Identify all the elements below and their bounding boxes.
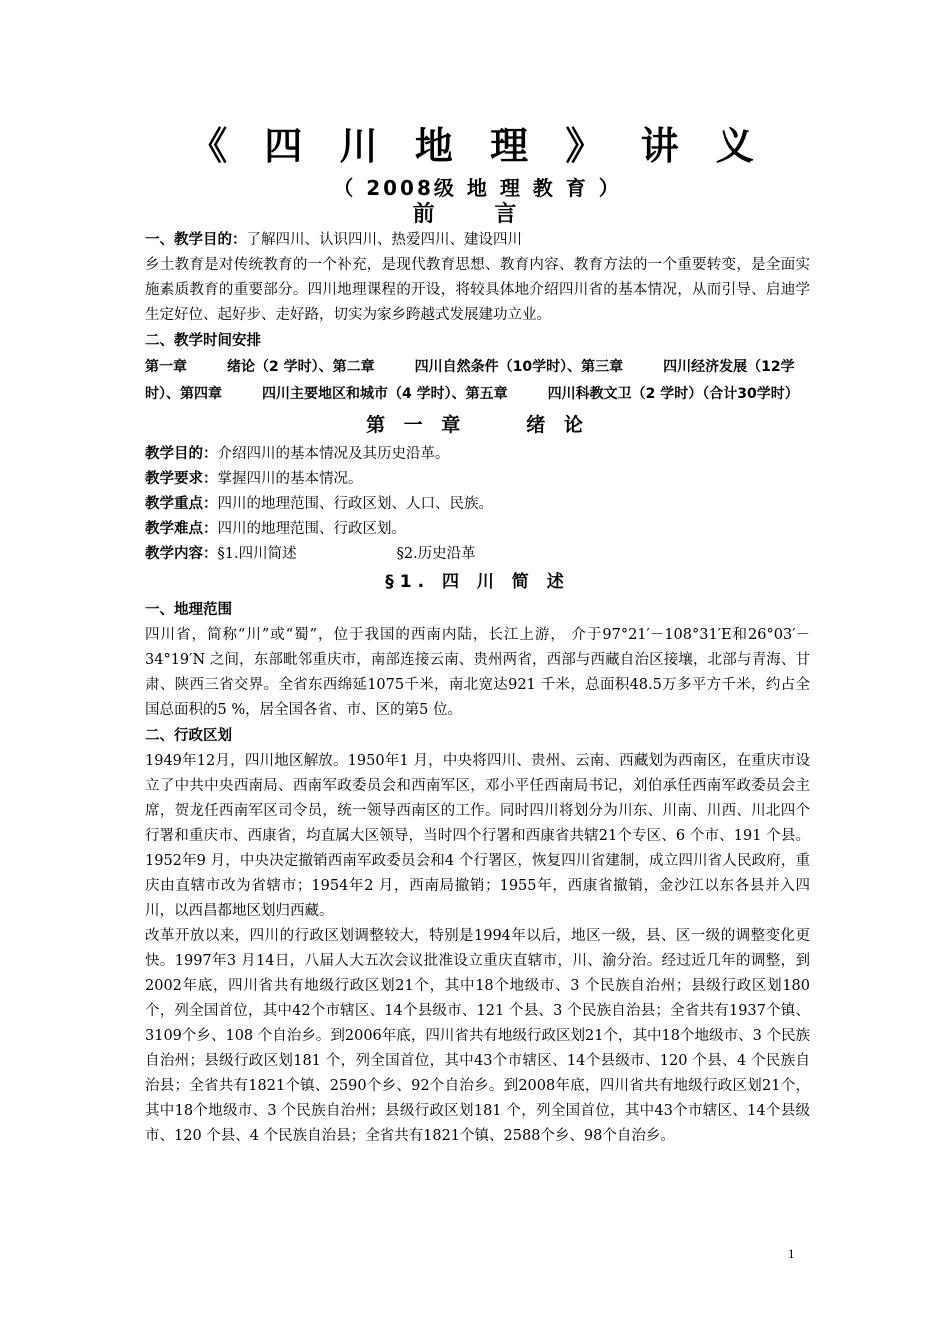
schedule-ch3-text: 四川经济发展（12学时）、第四章 bbox=[145, 359, 795, 402]
preface-heading: 前 言 bbox=[412, 202, 543, 227]
schedule-ch5-text: 四川科教文卫（2 学时）（合计30学时） bbox=[547, 386, 799, 402]
chapter-name: 绪 论 bbox=[526, 414, 589, 436]
teaching-content bbox=[145, 542, 810, 567]
teaching-key-text: 四川的地理范围、行政区划、人口、民族。 bbox=[217, 496, 493, 512]
geo-paragraph: 四川省，简称“川”或“蜀”，位于我国的西南内陆，长江上游， 介于97°21′－108°31′E和26°03′－34°19′N 之间，东部毗邻重庆市，南部连接云南、贵州两省，西部与西藏自治区接壤，北部与青海、甘肃、陕西三省交界。全省东西绵延1075千米，南北宽达921 千米，总面积48.5万多平方千米，约占全国总面积的5 %，居全国各省、市、区的第5 位。 bbox=[145, 627, 810, 718]
teaching-difficulty-text: 四川的地理范围、行政区划。 bbox=[217, 521, 406, 537]
chapter-number: 第 一 章 bbox=[366, 414, 467, 436]
teaching-purpose-label: 教学目的： bbox=[145, 446, 218, 462]
teaching-difficulty bbox=[145, 517, 810, 542]
schedule-ch1: 第一章 bbox=[145, 359, 187, 375]
geo-heading: 一、地理范围 bbox=[145, 602, 232, 618]
section-heading: §1. 四 川 简 述 bbox=[385, 572, 570, 592]
preface-paragraph: 乡土教育是对传统教育的一个补充，是现代教育思想、教育内容、教育方法的一个重要转变，是全面实施素质教育的重要部分。四川地理课程的开设，将较具体地介绍四川省的基本情况，从而引导、启迪学生定好位、起好步、走好路，切实为家乡跨越式发展建功立业。 bbox=[145, 257, 810, 323]
page-number: 1 bbox=[788, 1246, 795, 1261]
document-title: 《 四 川 地 理 》 讲 义 bbox=[189, 124, 766, 168]
page-content bbox=[145, 118, 810, 1149]
admin-paragraph-1: 1949年12月，四川地区解放。1950年1 月，中央将四川、贵州、云南、西藏划为西南区，在重庆市设立了中共中央西南局、西南军政委员会和西南军区，邓小平任西南局书记，刘伯承任西南军政委员会主席，贺龙任西南军区司令员，统一领导西南区的工作。同时四川将划分为川东、川南、川西、川北四个行署和重庆市、西康省，均直属大区领导，当时四个行署和西康省共辖21个专区、6 个市、191 个县。1952年9 月，中央决定撤销西南军政委员会和4 个行署区，恢复四川省建制，成立四川省人民政府，重庆由直辖市改为省辖市；1954年2 月，西南局撤销；1955年，西康省撤销，金沙江以东各县并入四川，以西昌都地区划归西藏。 bbox=[145, 753, 810, 919]
teaching-purpose bbox=[145, 442, 810, 467]
admin-heading: 二、行政区划 bbox=[145, 728, 232, 744]
schedule-ch2-text: 四川自然条件（10学时）、第三章 bbox=[414, 359, 624, 375]
teaching-requirement bbox=[145, 467, 810, 492]
teaching-goal-text: 了解四川、认识四川、热爱四川、建设四川 bbox=[246, 232, 522, 248]
schedule-ch1-text: 绪论（2 学时）、第二章 bbox=[227, 359, 375, 375]
teaching-key-label: 教学重点： bbox=[145, 496, 218, 512]
teaching-difficulty-label: 教学难点： bbox=[145, 521, 218, 537]
schedule-heading: 二、教学时间安排 bbox=[145, 333, 261, 349]
teaching-content-1: §1.四川简述 bbox=[217, 546, 297, 562]
teaching-content-label: 教学内容： bbox=[145, 546, 218, 562]
teaching-purpose-text: 介绍四川的基本情况及其历史沿革。 bbox=[217, 446, 450, 462]
teaching-requirement-text: 掌握四川的基本情况。 bbox=[217, 471, 363, 487]
teaching-content-2: §2.历史沿革 bbox=[396, 546, 476, 562]
teaching-key bbox=[145, 492, 810, 517]
teaching-requirement-label: 教学要求： bbox=[145, 471, 218, 487]
document-subtitle: （ 2008级 地 理 教 育 ） bbox=[333, 176, 622, 200]
schedule-ch4-text: 四川主要地区和城市（4 学时）、第五章 bbox=[262, 386, 508, 402]
chapter-heading bbox=[145, 408, 810, 442]
schedule-text bbox=[145, 354, 810, 408]
teaching-goal-label: 一、教学目的： bbox=[145, 232, 247, 248]
admin-paragraph-2: 改革开放以来，四川的行政区划调整较大，特别是1994年以后，地区一级，县、区一级的调整变化更快。1997年3 月14日，八届人大五次会议批准设立重庆直辖市，川、渝分治。经过近几年的调整，到2002年底，四川省共有地级行政区划21个，其中18个地级市、3 个民族自治州；县级行政区划180 个，列全国首位，其中42个市辖区、14个县级市、121 个县、3 个民族自治县；全省共有1937个镇、3109个乡、108 个自治乡。到2006年底，四川省共有地级行政区划21个，其中18个地级市、3 个民族自治州；县级行政区划181 个，列全国首位，其中43个市辖区、14个县级市、120 个县、4 个民族自治县；全省共有1821个镇、2590个乡、92个自治乡。到2008年底，四川省共有地级行政区划21个，其中18个地级市、3 个民族自治州；县级行政区划181 个，列全国首位，其中43个市辖区、14个县级市、120 个县、4 个民族自治县；全省共有1821个镇、2588个乡、98个自治乡。 bbox=[145, 928, 810, 1144]
teaching-goal bbox=[145, 228, 810, 253]
